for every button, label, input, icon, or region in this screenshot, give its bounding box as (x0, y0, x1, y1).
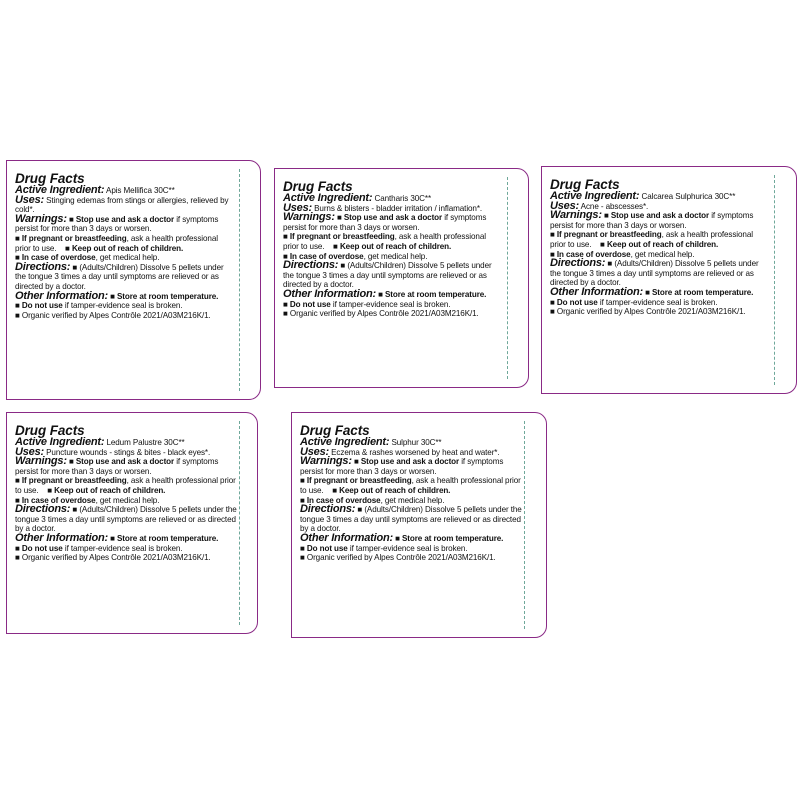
active-ingredient-heading: Active Ingredient: (283, 192, 373, 204)
drug-facts-title: Drug Facts (550, 177, 620, 192)
directions-value: (Adults/Children) Dissolve 5 pellets under the tongue 3 times a day until symptoms are relieved or as directed by a doctor. (550, 259, 759, 288)
drug-facts-label (6, 412, 258, 634)
overdose-text: In case of overdose (21, 253, 96, 263)
store-text: Store at room temperature. (385, 289, 487, 299)
label-content (15, 171, 235, 320)
drug-facts-title: Drug Facts (15, 423, 85, 438)
stop-use-text: Stop use and ask a doctor (75, 457, 175, 467)
label-content (300, 423, 522, 563)
bullet-icon: ■ (15, 301, 20, 311)
active-ingredient-heading: Active Ingredient: (15, 184, 105, 196)
other-info-heading: Other Information: (550, 285, 643, 298)
bullet-icon: ■ (550, 230, 555, 240)
directions-value: (Adults/Children) Dissolve 5 pellets under the tongue 3 times a day until symptoms are relieved or as directed by a doctor. (15, 505, 237, 534)
directions-heading: Directions: (300, 503, 356, 516)
bullet-icon: ■ (15, 253, 20, 263)
overdose-detail: , get medical help. (95, 495, 160, 505)
pregnant-text: If pregnant or breastfeeding (21, 233, 127, 243)
pregnant-detail: , ask a health professional prior to use. (283, 232, 486, 251)
warnings-heading: Warnings: (550, 209, 602, 222)
keep-out-text: Keep out of reach of children. (339, 485, 451, 495)
overdose-detail: , get medical help. (95, 253, 160, 263)
drug-facts-label (274, 168, 529, 388)
drug-facts-title: Drug Facts (300, 423, 370, 438)
bullet-icon: ■ (283, 309, 288, 319)
stop-use-detail: if symptoms persist for more than 3 days or worsen. (15, 457, 219, 476)
warnings-heading: Warnings: (283, 211, 335, 224)
other-info-heading: Other Information: (300, 531, 393, 544)
bullet-icon: ■ (550, 307, 555, 317)
directions-heading: Directions: (283, 259, 339, 272)
do-not-use-text: Do not use (556, 297, 598, 307)
drug-facts-label (6, 160, 261, 400)
uses-value: Acne - abscesses*. (580, 201, 649, 211)
drug-facts-label (541, 166, 797, 394)
overdose-text: In case of overdose (556, 249, 631, 259)
stop-use-text: Stop use and ask a doctor (360, 457, 460, 467)
uses-value: Eczema & rashes worsened by heat and water*. (331, 447, 500, 457)
bullet-icon: ■ (395, 533, 400, 543)
bullet-icon: ■ (600, 239, 605, 249)
other-info-heading: Other Information: (15, 531, 108, 544)
bullet-icon: ■ (603, 211, 609, 221)
bullet-icon: ■ (110, 291, 115, 301)
perforation-line (774, 175, 775, 385)
bullet-icon: ■ (300, 553, 305, 563)
bullet-icon: ■ (72, 505, 78, 515)
perforation-line (507, 177, 508, 379)
bullet-icon: ■ (645, 287, 650, 297)
bullet-icon: ■ (15, 233, 20, 243)
keep-out-text: Keep out of reach of children. (339, 241, 452, 251)
overdose-text: In case of overdose (306, 495, 381, 505)
uses-value: Stinging edemas from stings or allergies, relieved by cold*. (15, 195, 229, 215)
pregnant-text: If pregnant or breastfeeding (556, 230, 662, 240)
bullet-icon: ■ (550, 297, 555, 307)
active-ingredient-heading: Active Ingredient: (15, 436, 105, 448)
organic-text: Organic verified by Alpes Contrôle 2021/A03M216K/1. (21, 310, 211, 320)
perforation-line (239, 421, 240, 625)
organic-text: Organic verified by Alpes Contrôle 2021/A03M216K/1. (21, 553, 211, 563)
overdose-detail: , get medical help. (380, 495, 445, 505)
bullet-icon: ■ (110, 533, 115, 543)
bullet-icon: ■ (357, 505, 363, 515)
stop-use-detail: if symptoms persist for more than 3 days or worsen. (550, 211, 754, 230)
bullet-icon: ■ (15, 543, 20, 553)
active-ingredient-value: Ledum Palustre 30C** (106, 438, 185, 447)
active-ingredient-value: Calcarea Sulphurica 30C** (641, 192, 736, 201)
stop-use-detail: if symptoms persist for more than 3 days or worsen. (15, 214, 219, 234)
bullet-icon: ■ (47, 485, 52, 495)
overdose-detail: , get medical help. (630, 249, 695, 259)
bullet-icon: ■ (300, 476, 305, 486)
store-text: Store at room temperature. (402, 533, 504, 543)
organic-text: Organic verified by Alpes Contrôle 2021/A03M216K/1. (556, 307, 746, 317)
pregnant-detail: , ask a health professional prior to use. (15, 233, 218, 253)
bullet-icon: ■ (378, 289, 383, 299)
overdose-text: In case of overdose (21, 495, 96, 505)
warnings-heading: Warnings: (15, 212, 67, 225)
store-text: Store at room temperature. (652, 287, 754, 297)
bullet-icon: ■ (336, 213, 342, 223)
pregnant-text: If pregnant or breastfeeding (306, 476, 412, 486)
pregnant-detail: , ask a health professional prior to use. (15, 476, 236, 495)
uses-heading: Uses: (15, 193, 44, 206)
bullet-icon: ■ (300, 543, 305, 553)
other-info-heading: Other Information: (15, 289, 108, 302)
do-not-use-detail: if tamper-evidence seal is broken. (62, 301, 183, 311)
stop-use-detail: if symptoms persist for more than 3 days or worsen. (300, 457, 504, 476)
pregnant-text: If pregnant or breastfeeding (21, 476, 127, 486)
organic-text: Organic verified by Alpes Contrôle 2021/A03M216K/1. (289, 309, 479, 319)
bullet-icon: ■ (607, 259, 613, 269)
directions-value: (Adults/Children) Dissolve 5 pellets under the tongue 3 times a day until symptoms are relieved or as directed by a doctor. (15, 262, 224, 291)
directions-heading: Directions: (550, 257, 606, 270)
bullet-icon: ■ (300, 495, 305, 505)
uses-value: Puncture wounds - stings & bites - black eyes*. (46, 447, 211, 457)
warnings-heading: Warnings: (300, 455, 352, 468)
do-not-use-detail: if tamper-evidence seal is broken. (330, 299, 451, 309)
pregnant-detail: , ask a health professional prior to use. (550, 230, 753, 249)
directions-value: (Adults/Children) Dissolve 5 pellets under the tongue 3 times a day until symptoms are relieved or as directed by a doctor. (283, 261, 492, 290)
bullet-icon: ■ (283, 299, 288, 309)
label-content (15, 423, 237, 563)
do-not-use-detail: if tamper-evidence seal is broken. (62, 543, 183, 553)
uses-heading: Uses: (300, 445, 329, 458)
pregnant-detail: , ask a health professional prior to use. (300, 476, 521, 495)
overdose-detail: , get medical help. (363, 251, 428, 261)
drug-facts-title: Drug Facts (283, 179, 353, 194)
bullet-icon: ■ (283, 232, 288, 242)
bullet-icon: ■ (333, 241, 338, 251)
active-ingredient-value: Apis Mellifica 30C** (106, 186, 175, 195)
directions-heading: Directions: (15, 503, 71, 516)
keep-out-text: Keep out of reach of children. (54, 485, 166, 495)
active-ingredient-value: Sulphur 30C** (391, 438, 442, 447)
other-info-heading: Other Information: (283, 287, 376, 300)
do-not-use-text: Do not use (21, 301, 63, 311)
perforation-line (239, 169, 240, 391)
do-not-use-text: Do not use (306, 543, 348, 553)
uses-heading: Uses: (283, 201, 312, 214)
bullet-icon: ■ (332, 485, 337, 495)
bullet-icon: ■ (353, 457, 359, 467)
label-content (283, 179, 501, 319)
bullet-icon: ■ (65, 243, 70, 253)
warnings-heading: Warnings: (15, 455, 67, 468)
overdose-text: In case of overdose (289, 251, 364, 261)
organic-text: Organic verified by Alpes Contrôle 2021/A03M216K/1. (306, 553, 496, 563)
stop-use-text: Stop use and ask a doctor (75, 214, 175, 224)
do-not-use-text: Do not use (289, 299, 331, 309)
directions-heading: Directions: (15, 260, 71, 273)
pregnant-text: If pregnant or breastfeeding (289, 232, 395, 242)
active-ingredient-heading: Active Ingredient: (550, 190, 640, 202)
bullet-icon: ■ (283, 251, 288, 261)
active-ingredient-heading: Active Ingredient: (300, 436, 390, 448)
stop-use-detail: if symptoms persist for more than 3 days or worsen. (283, 213, 487, 232)
directions-value: (Adults/Children) Dissolve 5 pellets under the tongue 3 times a day until symptoms are relieved or as directed by a doctor. (300, 505, 522, 534)
stop-use-text: Stop use and ask a doctor (610, 211, 710, 221)
keep-out-text: Keep out of reach of children. (606, 239, 719, 249)
store-text: Store at room temperature. (117, 291, 219, 301)
bullet-icon: ■ (15, 310, 20, 320)
bullet-icon: ■ (15, 495, 20, 505)
uses-value: Burns & blisters - bladder irritation / inflamation*. (314, 203, 483, 213)
label-content (550, 177, 768, 317)
do-not-use-detail: if tamper-evidence seal is broken. (597, 297, 718, 307)
uses-heading: Uses: (15, 445, 44, 458)
bullet-icon: ■ (68, 214, 74, 224)
bullet-icon: ■ (72, 262, 78, 272)
do-not-use-text: Do not use (21, 543, 63, 553)
bullet-icon: ■ (68, 457, 74, 467)
bullet-icon: ■ (15, 553, 20, 563)
keep-out-text: Keep out of reach of children. (71, 243, 184, 253)
perforation-line (524, 421, 525, 629)
bullet-icon: ■ (340, 261, 346, 271)
store-text: Store at room temperature. (117, 533, 219, 543)
drug-facts-title: Drug Facts (15, 171, 85, 186)
drug-facts-label (291, 412, 547, 638)
bullet-icon: ■ (550, 249, 555, 259)
bullet-icon: ■ (15, 476, 20, 486)
active-ingredient-value: Cantharis 30C** (374, 194, 432, 203)
stop-use-text: Stop use and ask a doctor (343, 213, 443, 223)
do-not-use-detail: if tamper-evidence seal is broken. (347, 543, 468, 553)
uses-heading: Uses: (550, 199, 579, 212)
